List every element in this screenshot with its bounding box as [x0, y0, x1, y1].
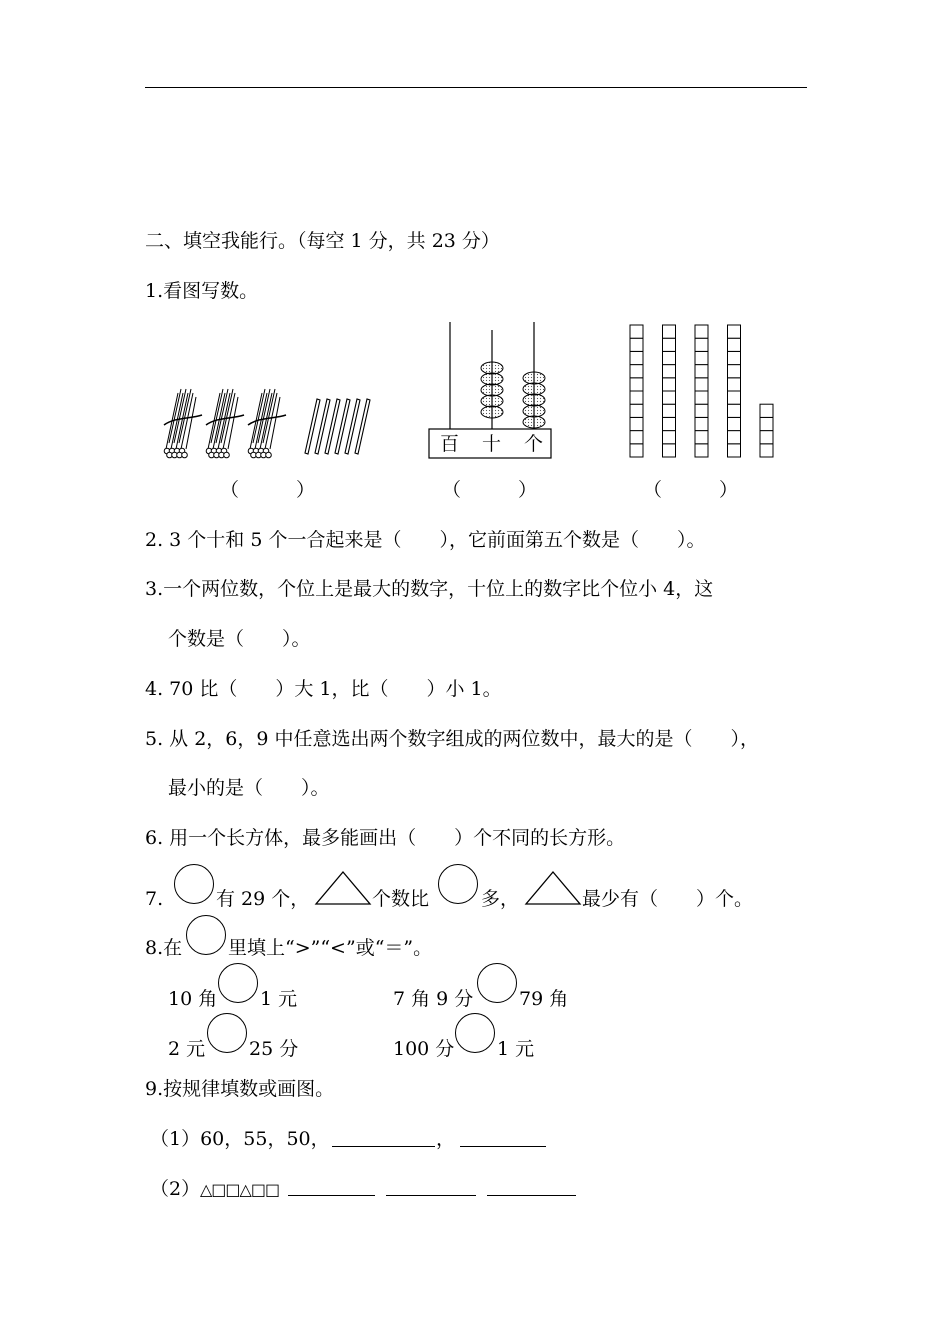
cube	[630, 365, 643, 378]
cube-column	[630, 325, 643, 457]
q8-item2-left: 7 角 9 分	[393, 988, 474, 1010]
cube	[663, 417, 676, 430]
cube-column	[728, 325, 741, 457]
header-rule	[145, 87, 807, 88]
cube	[630, 417, 643, 430]
place-label-ones: 个	[524, 433, 544, 455]
q3-line2: 个数是（ ）。	[168, 628, 311, 650]
q7-part3: 多，	[481, 888, 520, 910]
q8-item4-right: 1 元	[497, 1038, 535, 1060]
q3-line1: 3.一个两位数，个位上是最大的数字，十位上的数字比个位小 4，这	[145, 578, 714, 600]
cube	[630, 431, 643, 444]
cube	[663, 365, 676, 378]
q5-line2: 最小的是（ ）。	[168, 777, 330, 799]
q7-part4: 最少有（ ）个。	[582, 888, 754, 910]
q9-label: 9.按规律填数或画图。	[145, 1078, 335, 1100]
q5-line1: 5. 从 2，6，9 中任意选出两个数字组成的两位数中，最大的是（ ），	[145, 728, 760, 750]
cube	[695, 431, 708, 444]
cube	[728, 417, 741, 430]
circle-shape-icon	[174, 864, 214, 904]
cube	[663, 351, 676, 364]
q8-item4-left: 100 分	[393, 1038, 455, 1060]
compare-circle[interactable]	[207, 1013, 247, 1053]
q9-sub1-sep: ，	[436, 1128, 456, 1150]
q1-answer-cubes[interactable]: （ ）	[643, 479, 739, 501]
q9-sub1-blank[interactable]	[332, 1146, 435, 1147]
q4: 4. 70 比（ ）大 1，比（ ）小 1。	[145, 678, 502, 700]
cube	[695, 338, 708, 351]
q7-part1: 有 29 个，	[216, 888, 310, 910]
cube	[695, 378, 708, 391]
q8-label-pre: 8.在	[145, 937, 183, 959]
q9-sub2-blank[interactable]	[386, 1195, 476, 1196]
q9-sub1-prefix: （1）60，55，50，	[150, 1128, 330, 1150]
cube	[760, 404, 773, 417]
cube	[695, 365, 708, 378]
stick-bundle	[248, 389, 286, 458]
cube-column	[663, 325, 676, 457]
cube-columns-figure	[620, 315, 780, 465]
cube	[728, 365, 741, 378]
cube	[663, 404, 676, 417]
cube	[695, 351, 708, 364]
q8-item1-right: 1 元	[260, 988, 298, 1010]
circle-shape-icon	[438, 864, 478, 904]
cube	[728, 338, 741, 351]
compare-circle[interactable]	[218, 963, 258, 1003]
stick-bundle	[164, 389, 202, 458]
cube	[663, 325, 676, 338]
triangle-shape-icon	[314, 870, 372, 906]
circle-shape-icon	[186, 915, 226, 955]
q8-label-post: 里填上“>”“<”或“＝”。	[228, 937, 433, 959]
cube-column	[760, 404, 773, 457]
q8-item3-left: 2 元	[168, 1038, 206, 1060]
q7-number: 7.	[145, 888, 164, 910]
cube	[728, 444, 741, 457]
cube	[695, 404, 708, 417]
cube	[760, 417, 773, 430]
cube	[695, 391, 708, 404]
tens-beads	[481, 362, 503, 418]
cube	[760, 431, 773, 444]
q1-label: 1.看图写数。	[145, 280, 259, 302]
triangle-shape-icon	[524, 870, 582, 906]
cube	[728, 325, 741, 338]
q1-answer-sticks[interactable]: （ ）	[220, 479, 316, 501]
q6: 6. 用一个长方体，最多能画出（ ）个不同的长方形。	[145, 827, 626, 849]
cube	[663, 378, 676, 391]
cube	[630, 444, 643, 457]
cube	[728, 351, 741, 364]
section-title: 二、填空我能行。（每空 1 分，共 23 分）	[145, 230, 500, 252]
place-label-tens: 十	[482, 433, 502, 455]
q1-answer-abacus[interactable]: （ ）	[442, 479, 538, 501]
cube	[663, 444, 676, 457]
q9-sub2-blank[interactable]	[288, 1195, 375, 1196]
cube	[760, 444, 773, 457]
ones-beads	[523, 372, 545, 428]
stick-bundle	[206, 389, 244, 458]
place-label-hundreds: 百	[440, 433, 460, 455]
cube	[630, 351, 643, 364]
cube	[695, 417, 708, 430]
cube	[695, 325, 708, 338]
q9-sub1-blank[interactable]	[460, 1146, 546, 1147]
q7-part2: 个数比	[372, 888, 430, 910]
cube	[630, 325, 643, 338]
q9-sub2-prefix: （2）	[150, 1178, 201, 1200]
compare-circle[interactable]	[477, 963, 517, 1003]
cube	[728, 404, 741, 417]
stick-bundles-figure	[160, 385, 375, 465]
cube	[728, 431, 741, 444]
q9-sub2-pattern: △□□△□□	[200, 1180, 280, 1199]
compare-circle[interactable]	[455, 1013, 495, 1053]
q9-sub2-blank[interactable]	[487, 1195, 576, 1196]
cube	[630, 404, 643, 417]
cube	[630, 338, 643, 351]
cube	[663, 338, 676, 351]
cube	[663, 391, 676, 404]
q2: 2. 3 个十和 5 个一合起来是（ ），它前面第五个数是（ ）。	[145, 529, 706, 551]
cube	[728, 391, 741, 404]
cube	[663, 431, 676, 444]
cube	[630, 378, 643, 391]
cube-column	[695, 325, 708, 457]
q8-item1-left: 10 角	[168, 988, 218, 1010]
cube	[728, 378, 741, 391]
cube	[695, 444, 708, 457]
cube	[630, 391, 643, 404]
q8-item3-right: 25 分	[249, 1038, 299, 1060]
q8-item2-right: 79 角	[519, 988, 569, 1010]
single-sticks	[305, 399, 370, 454]
